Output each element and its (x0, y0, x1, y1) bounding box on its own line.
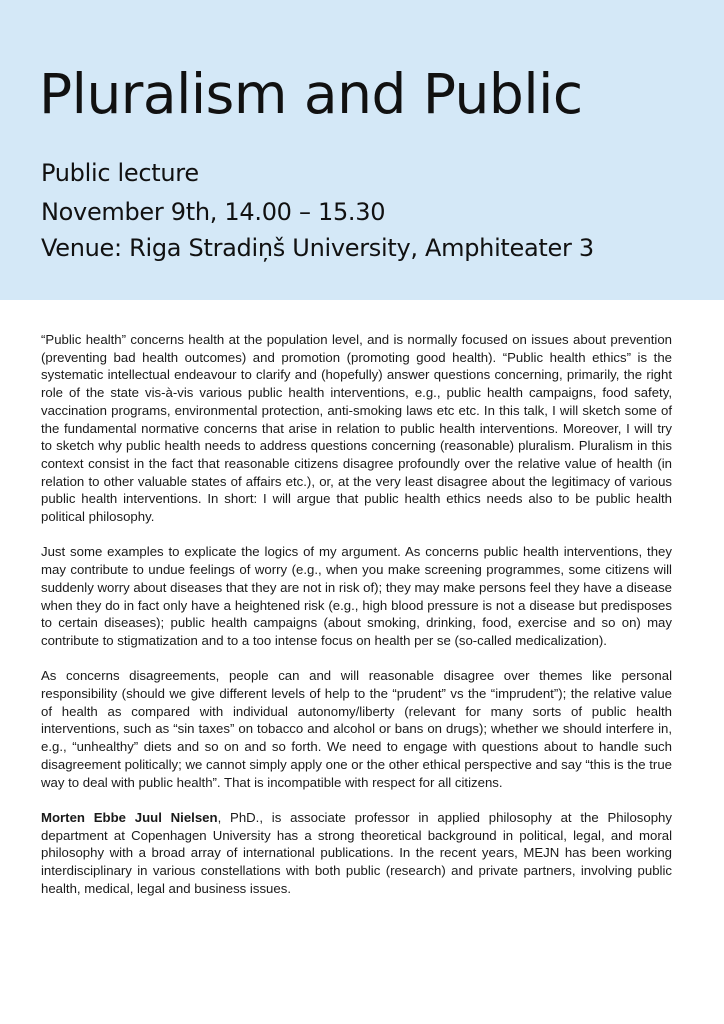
lecture-description (41, 331, 672, 915)
paragraph-disagreements: As concerns disagreements, people can and will reasonable disagree over themes like personal responsibility (should we give different levels of help to the “prudent” vs the “imprudent”); the relative value of health as compared with individual autonomy/liberty (relevant for many sorts of public health interventions, such as “sin taxes” on tobacco and alcohol or bans on drugs); whether we should interfere in, e.g., “unhealthy” diets and so on and so forth. We need to engage with questions about to handle such disagreement politically; we cannot simply apply one or the other ethical perspective and say “this is the true way to deal with public health”. That is incompatible with respect for all citizens. (41, 668, 672, 790)
speaker-bio-text: , PhD., is associate professor in applied philosophy at the Philosophy department at Copenhagen University has a strong theoretical background in political, legal, and moral philosophy with a broad array of international publications. In the recent years, MEJN has been working interdisciplinary in various constellations with both public (research) and private partners, involving public health, medical, legal and business issues. (41, 809, 672, 896)
event-type: Public lecture (41, 159, 199, 187)
speaker-name: Morten Ebbe Juul Nielsen (41, 809, 218, 825)
speaker-bio (41, 809, 672, 898)
poster-title: Pluralism and Public (39, 62, 583, 126)
paragraph-examples: Just some examples to explicate the logics of my argument. As concerns public health interventions, they may contribute to undue feelings of worry (e.g., when you make screening programmes, some citizens will suddenly worry about diseases that they are not in risk of); they may make persons feel they have a disease when they do in fact only have a heightened risk (e.g., high blood pressure is not a disease but predisposes to certain diseases); public health campaigns (about smoking, drinking, food, exercise and so on) may contribute to stigmatization and to a too intense focus on health per se (so-called medicalization). (41, 544, 672, 648)
header-banner (0, 0, 724, 300)
event-venue: Venue: Riga Stradiņš University, Amphiteater 3 (41, 234, 594, 262)
paragraph-intro: “Public health” concerns health at the population level, and is normally focused on issues about prevention (preventing bad health outcomes) and promotion (promoting good health). “Public health ethics” is the systematic intellectual endeavour to clarify and (hopefully) answer questions concerning, primarily, the right role of the state vis-à-vis various public health interventions, e.g., public health campaigns, food safety, vaccination programs, environmental protection, anti-smoking laws etc etc. In this talk, I will sketch some of the fundamental normative concerns that arise in relation to public health interventions. Moreover, I will try to sketch why public health needs to address questions concerning (reasonable) pluralism. Pluralism in this context consist in the fact that reasonable citizens disagree profoundly over the relative value of health (in relation to other valuable states of affairs etc.), or, at the very least disagree about the legitimacy of various public health interventions. In short: I will argue that public health ethics needs also to be public health political philosophy. (41, 332, 672, 525)
event-date-time: November 9th, 14.00 – 15.30 (41, 198, 386, 226)
